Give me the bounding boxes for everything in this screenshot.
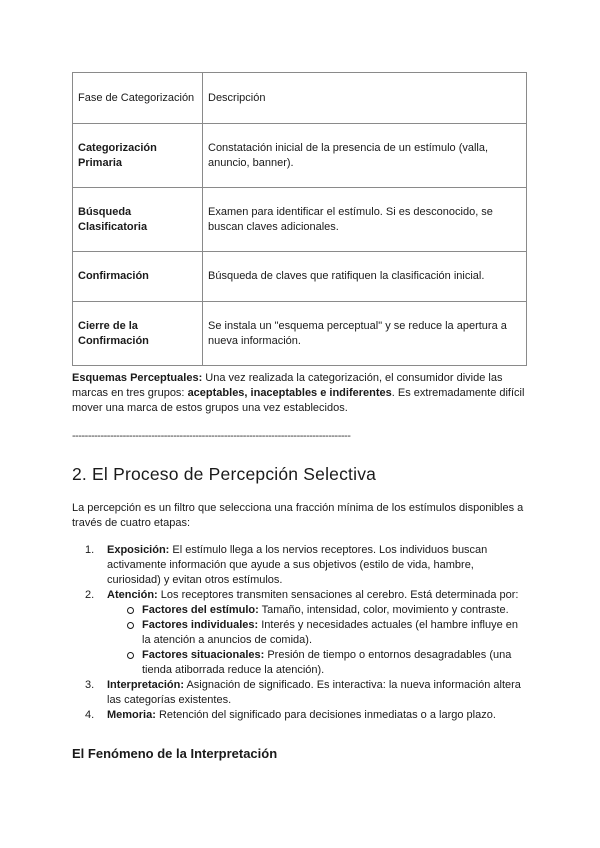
hollow-bullet-icon <box>127 652 134 659</box>
factor-item: Factores situacionales: Presión de tiempo o entornos desagradables (una tienda atiborrada reduce la atención). <box>107 648 527 678</box>
list-item: 4. Memoria: Retención del significado para decisiones inmediatas o a largo plazo. <box>85 709 496 721</box>
categorization-table <box>72 72 527 366</box>
list-item: 3. Interpretación: Asignación de significado. Es interactiva: la nueva información altera las categorías existentes. <box>85 679 521 706</box>
header-cell-description: Descripción <box>203 73 527 124</box>
list-item: 1. Exposición: El estímulo llega a los nervios receptores. Los individuos buscan activamente información que ayude a sus objetivos (estilo de vida, hambre, curiosidad) y evitan otros estímulos. <box>85 544 488 586</box>
description-cell: Búsqueda de claves que ratifiquen la clasificación inicial. <box>203 252 527 302</box>
description-cell: Examen para identificar el estímulo. Si es desconocido, se buscan claves adicionales. <box>203 188 527 252</box>
list-item: 2. Atención: Los receptores transmiten sensaciones al cerebro. Está determinada por: Factores del estímulo: Tamaño, intensidad, color, movimiento y contraste. Factores individuales: Interés y necesidades actuales (el hambre influye en la atención a anuncios de comida). Factores situacionales: Presión de tiempo o entornos desagradables (una tienda atiborrada reduce la atención). <box>72 588 527 678</box>
subheading: El Fenómeno de la Interpretación <box>72 746 278 761</box>
factor-item: Factores del estímulo: Tamaño, intensidad, color, movimiento y contraste. <box>107 603 527 618</box>
schemas-groups: aceptables, inaceptables e indiferentes <box>187 387 392 399</box>
phase-cell: Búsqueda Clasificatoria <box>73 188 203 252</box>
header-cell-phase: Fase de Categorización <box>73 73 203 124</box>
hollow-bullet-icon <box>127 622 134 629</box>
phase-cell: Categorización Primaria <box>73 124 203 188</box>
phase-cell: Confirmación <box>73 252 203 302</box>
table-header-row <box>73 73 527 124</box>
section-title: 2. El Proceso de Percepción Selectiva <box>72 464 377 484</box>
schemas-paragraph: Esquemas Perceptuales: Una vez realizada la categorización, el consumidor divide las marcas en tres grupos: aceptables, inaceptables e indiferentes. Es extremadamente difícil mover una marca de estos grupos una vez establecidos. <box>72 372 525 414</box>
intro-paragraph: La percepción es un filtro que selecciona una fracción mínima de los estímulos disponibles a través de cuatro etapas: <box>72 502 524 529</box>
table-row <box>73 252 527 302</box>
table-row <box>73 188 527 252</box>
hollow-bullet-icon <box>127 607 134 614</box>
factors-list <box>107 603 527 678</box>
description-cell: Se instala un "esquema perceptual" y se reduce la apertura a nueva información. <box>203 302 527 366</box>
table-row <box>73 302 527 366</box>
phase-cell: Cierre de la Confirmación <box>73 302 203 366</box>
schemas-label: Esquemas Perceptuales: <box>72 372 203 384</box>
table-row <box>73 124 527 188</box>
factor-item: Factores individuales: Interés y necesidades actuales (el hambre influye en la atención a anuncios de comida). <box>107 618 527 648</box>
description-cell: Constatación inicial de la presencia de un estímulo (valla, anuncio, banner). <box>203 124 527 188</box>
dashed-divider: ---------------------------------------------------------------------------------------- <box>72 430 351 442</box>
stages-list <box>72 543 527 723</box>
document-page <box>72 72 527 762</box>
